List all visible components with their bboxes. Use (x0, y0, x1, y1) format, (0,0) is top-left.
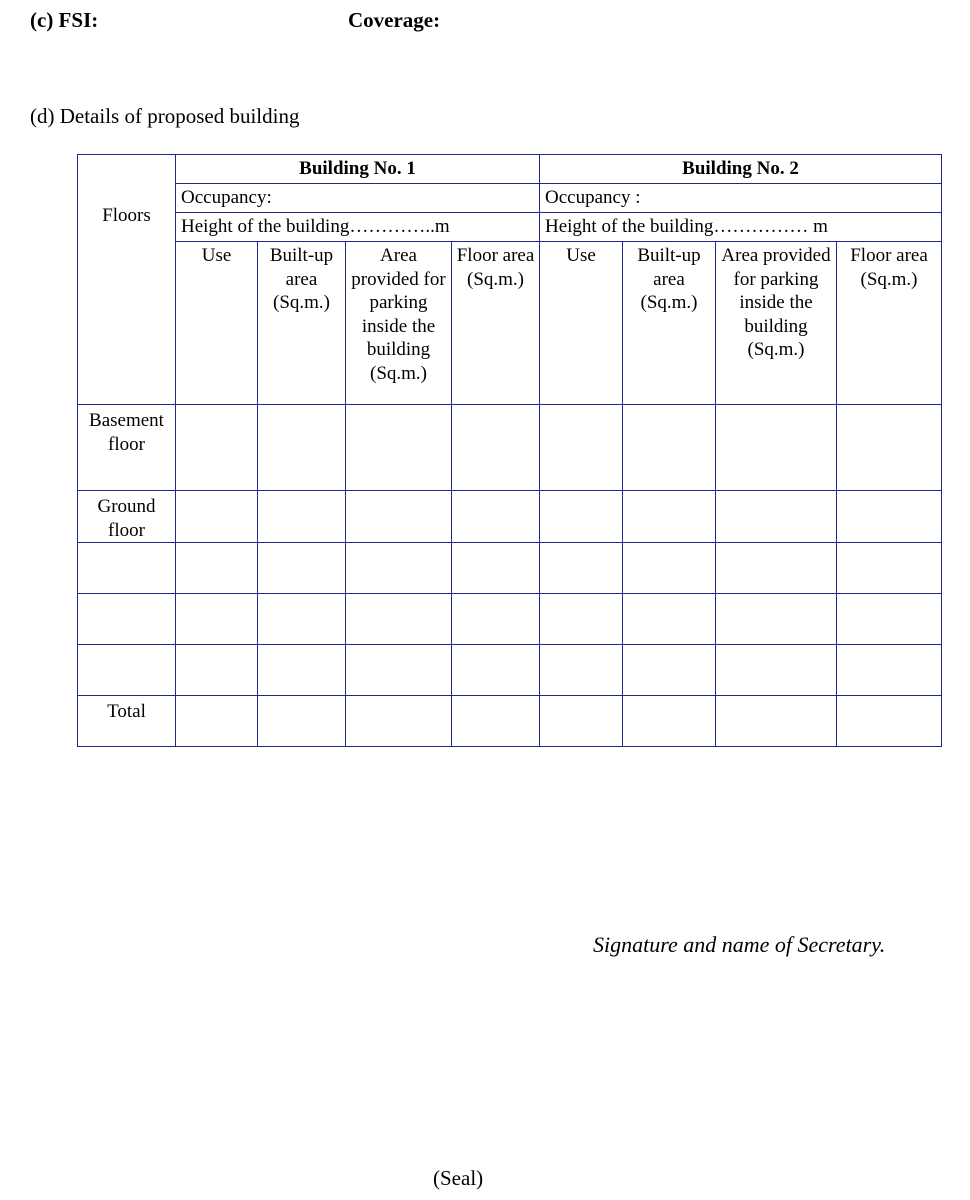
table-cell (837, 491, 942, 543)
table-cell (623, 696, 716, 747)
table-cell (452, 594, 540, 645)
table-cell (623, 543, 716, 594)
table-cell (837, 696, 942, 747)
fsi-label: (c) FSI: (30, 8, 99, 32)
building-1-occupancy: Occupancy: (176, 184, 540, 213)
table-cell (837, 594, 942, 645)
signature-line: Signature and name of Secretary. (593, 932, 886, 957)
table-cell (176, 543, 258, 594)
table-cell (623, 645, 716, 696)
table-row (78, 696, 942, 747)
table-cell (837, 405, 942, 491)
section-title: (d) Details of proposed building (30, 104, 300, 128)
building-details-table (77, 154, 942, 747)
table-cell (258, 405, 346, 491)
table-cell (623, 491, 716, 543)
table-cell (452, 543, 540, 594)
row-label (78, 543, 176, 594)
table-cell (176, 491, 258, 543)
floors-header-label: Floors (102, 204, 151, 226)
row-label: Ground floor (78, 491, 176, 543)
coverage-label: Coverage: (348, 8, 441, 32)
table-cell (176, 405, 258, 491)
table-cell (716, 594, 837, 645)
row-label (78, 594, 176, 645)
table-row (78, 543, 942, 594)
table-row (78, 594, 942, 645)
table-cell (540, 543, 623, 594)
b2-col-parking-area: Area provided for parking inside the building (Sq.m.) (716, 242, 837, 405)
row-label (78, 645, 176, 696)
table-cell (540, 491, 623, 543)
table-cell (540, 696, 623, 747)
table-cell (346, 491, 452, 543)
b1-col-builtup-area: Built-up area (Sq.m.) (258, 242, 346, 405)
table-cell (258, 543, 346, 594)
table-cell (623, 405, 716, 491)
b1-col-use: Use (176, 242, 258, 405)
table-cell (716, 543, 837, 594)
table-cell (452, 696, 540, 747)
table-cell (346, 594, 452, 645)
b2-col-builtup-area: Built-up area (Sq.m.) (623, 242, 716, 405)
b1-col-floor-area: Floor area (Sq.m.) (452, 242, 540, 405)
table-cell (837, 543, 942, 594)
table-cell (716, 491, 837, 543)
table-cell (716, 696, 837, 747)
row-label-total: Total (78, 696, 176, 747)
table-cell (540, 405, 623, 491)
b2-col-floor-area: Floor area (Sq.m.) (837, 242, 942, 405)
table-cell (346, 645, 452, 696)
table-cell (176, 594, 258, 645)
table-cell (837, 645, 942, 696)
building-1-title: Building No. 1 (176, 155, 540, 184)
table-cell (540, 594, 623, 645)
table-cell (623, 594, 716, 645)
building-1-height: Height of the building…………..m (176, 213, 540, 242)
table-cell (452, 645, 540, 696)
table-cell (258, 696, 346, 747)
building-2-title: Building No. 2 (540, 155, 942, 184)
seal-label: (Seal) (433, 1166, 484, 1190)
table-row (78, 491, 942, 543)
table-cell (258, 645, 346, 696)
building-2-occupancy: Occupancy : (540, 184, 942, 213)
row-label: Basement floor (78, 405, 176, 491)
table-cell (346, 696, 452, 747)
b2-col-use: Use (540, 242, 623, 405)
table-cell (258, 491, 346, 543)
table-cell (176, 696, 258, 747)
table-cell (346, 405, 452, 491)
table-cell (176, 645, 258, 696)
table-row (78, 405, 942, 491)
table-row (78, 645, 942, 696)
table-cell (716, 645, 837, 696)
floors-header (78, 155, 176, 405)
table-cell (452, 491, 540, 543)
table-cell (540, 645, 623, 696)
table-cell (346, 543, 452, 594)
table-cell (716, 405, 837, 491)
table-cell (452, 405, 540, 491)
building-2-height: Height of the building…………… m (540, 213, 942, 242)
b1-col-parking-area: Area provided for parking inside the building (Sq.m.) (346, 242, 452, 405)
table-cell (258, 594, 346, 645)
